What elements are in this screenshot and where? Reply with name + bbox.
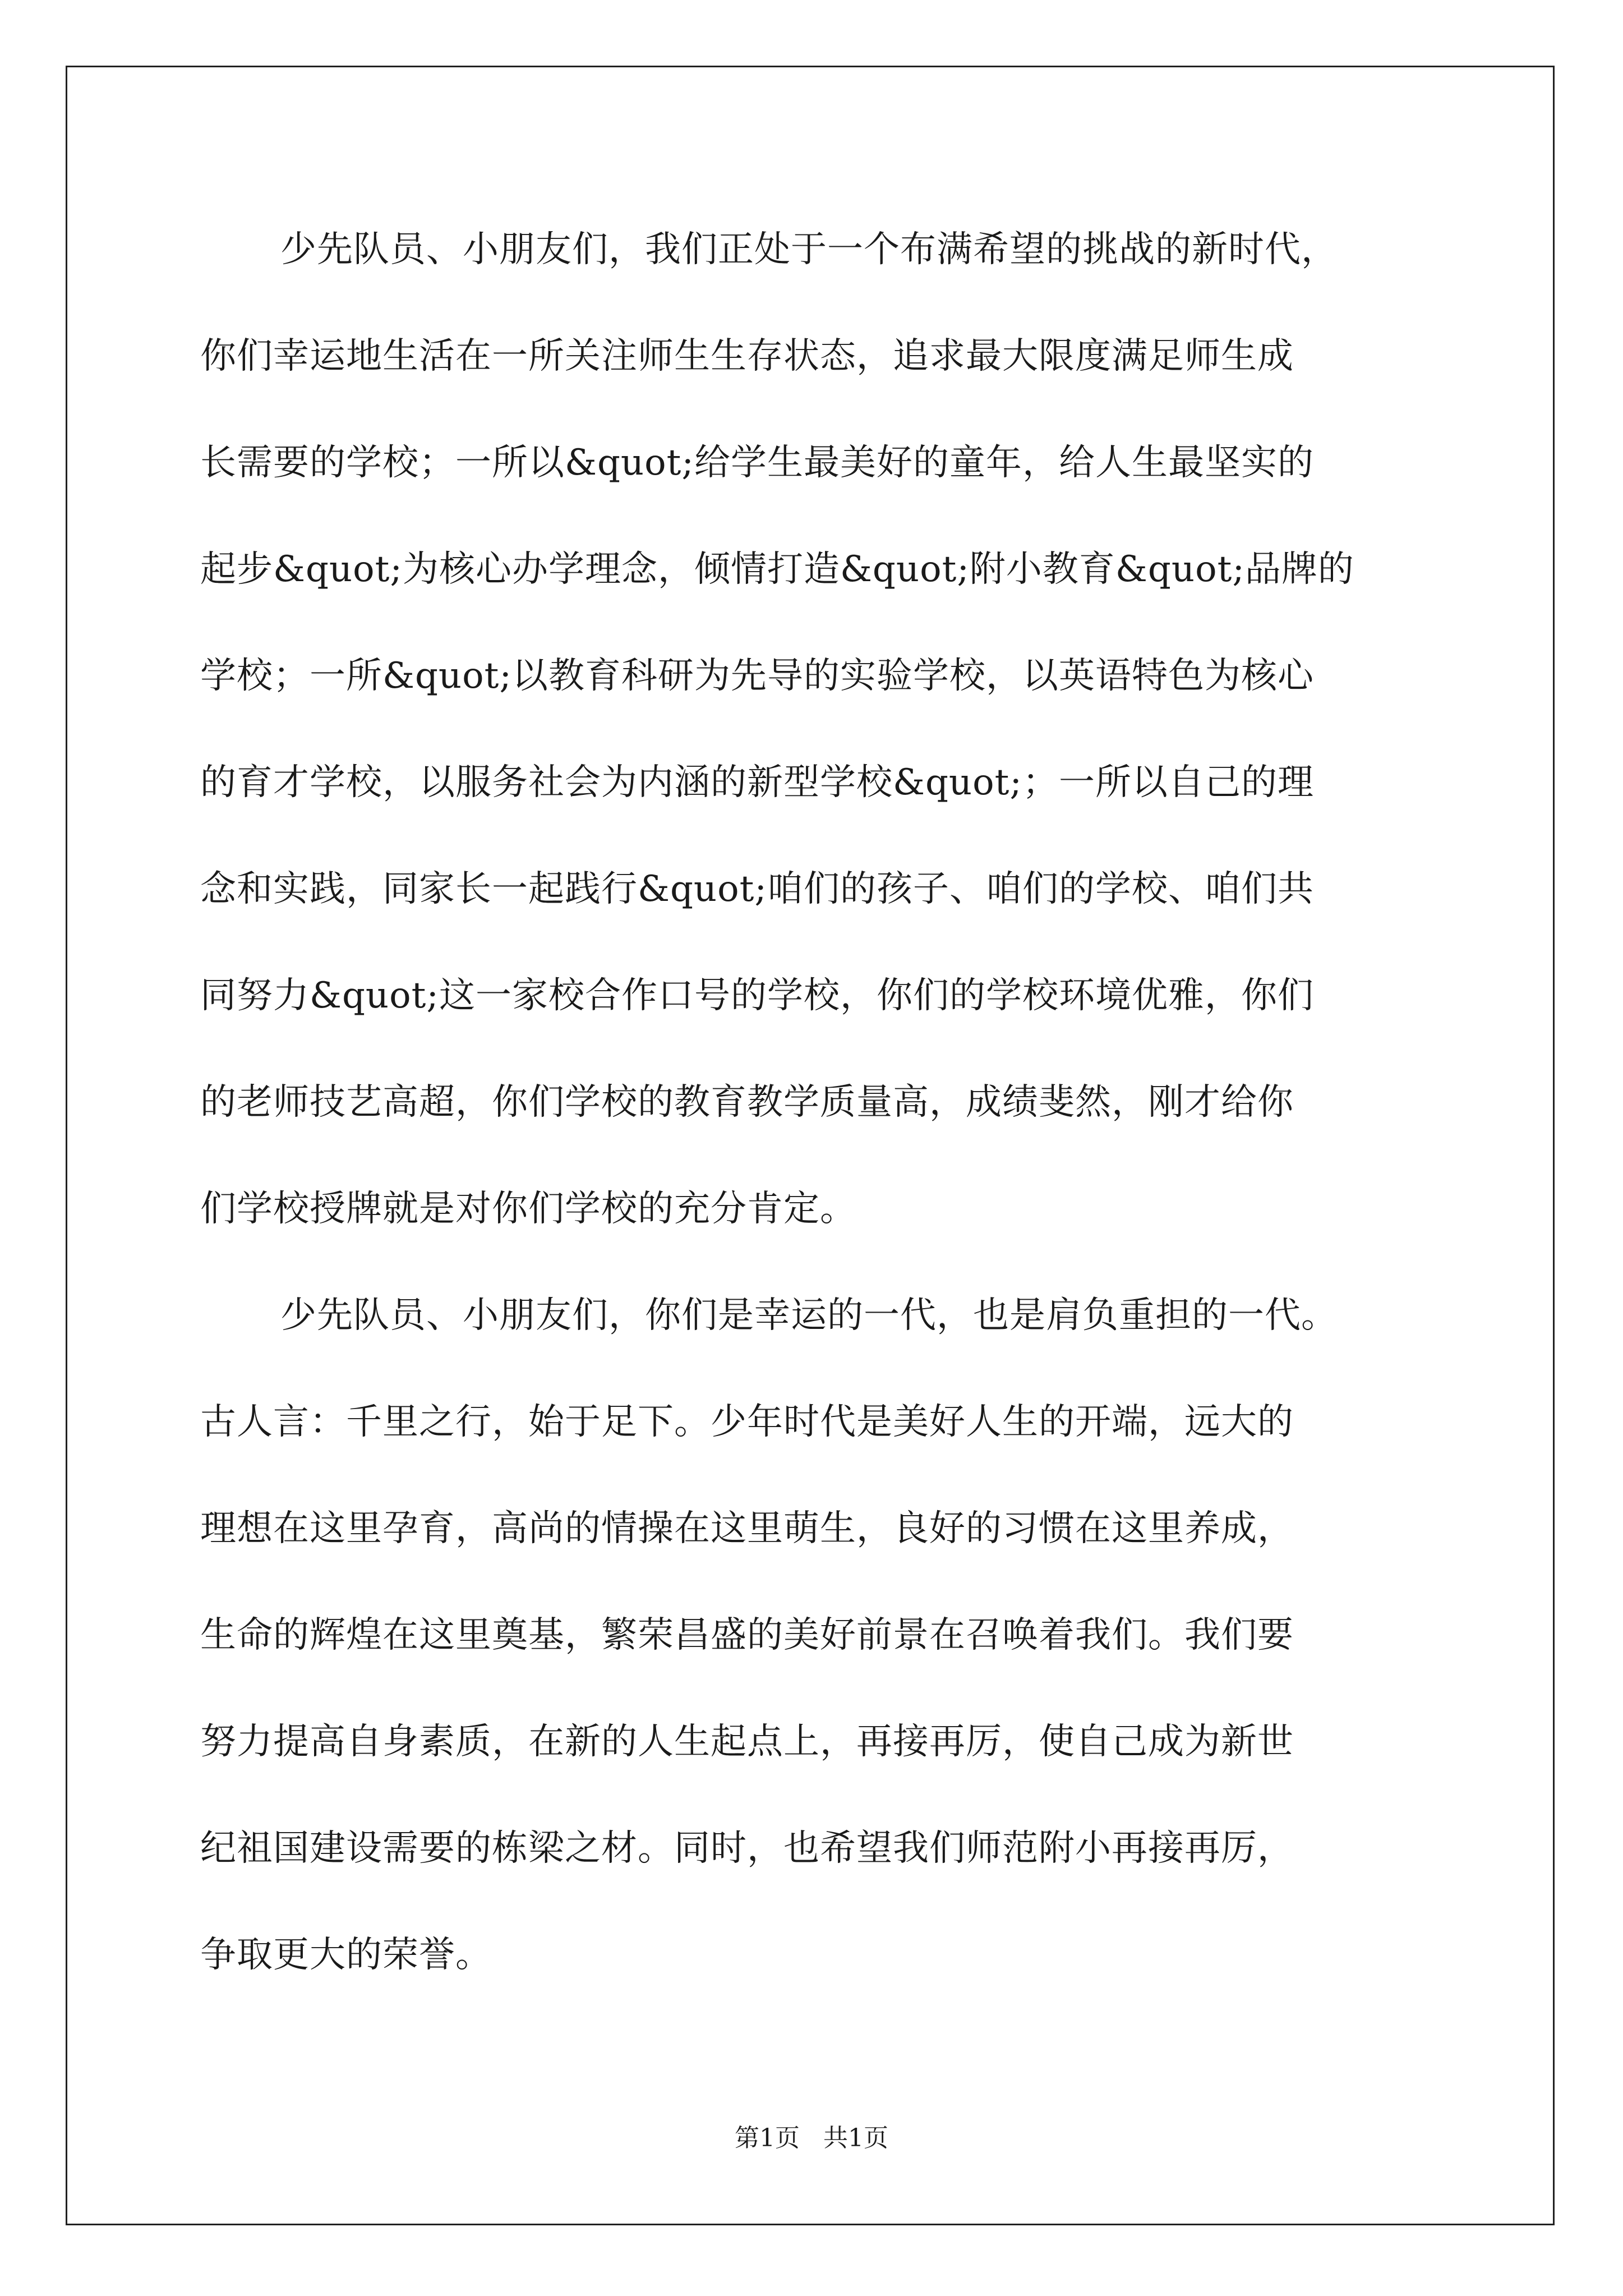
text-line: 你们幸运地生活在一所关注师生生存状态，追求最大限度满足师生成 [200, 335, 1294, 377]
text-line: 起步&quot;为核心办学理念，倾情打造&quot;附小教育&quot;品牌的 [200, 549, 1354, 590]
text-line: 生命的辉煌在这里奠基，繁荣昌盛的美好前景在召唤着我们。我们要 [200, 1614, 1294, 1656]
text-line: 古人言：千里之行，始于足下。少年时代是美好人生的开端，远大的 [200, 1401, 1294, 1443]
text-line: 的老师技艺高超，你们学校的教育教学质量高，成绩斐然，刚才给你 [200, 1082, 1294, 1123]
page-total: 共1页 [823, 2124, 888, 2152]
text-line: 少先队员、小朋友们，你们是幸运的一代，也是肩负重担的一代。 [280, 1295, 1338, 1336]
text-line: 学校；一所&quot;以教育科研为先导的实验学校，以英语特色为核心 [200, 655, 1314, 697]
page-number: 第1页 [735, 2124, 800, 2152]
text-line: 念和实践，同家长一起践行&quot;咱们的孩子、咱们的学校、咱们共 [200, 868, 1314, 910]
text-line: 争取更大的荣誉。 [200, 1934, 492, 1976]
footer-spacer [800, 2124, 823, 2152]
text-line: 长需要的学校；一所以&quot;给学生最美好的童年，给人生最坚实的 [200, 442, 1314, 484]
text-line: 纪祖国建设需要的栋梁之材。同时，也希望我们师范附小再接再厉， [200, 1828, 1294, 1869]
page-border [66, 66, 1555, 2225]
text-line: 理想在这里孕育，高尚的情操在这里萌生，良好的习惯在这里养成， [200, 1508, 1294, 1549]
text-line: 少先队员、小朋友们，我们正处于一个布满希望的挑战的新时代， [280, 229, 1338, 270]
text-line: 的育才学校，以服务社会为内涵的新型学校&quot;；一所以自己的理 [200, 762, 1314, 803]
text-line: 努力提高自身素质，在新的人生起点上，再接再厉，使自己成为新世 [200, 1721, 1294, 1763]
page-footer [0, 2123, 1623, 2154]
text-line: 们学校授牌就是对你们学校的充分肯定。 [200, 1188, 856, 1230]
text-line: 同努力&quot;这一家校合作口号的学校，你们的学校环境优雅，你们 [200, 975, 1314, 1016]
